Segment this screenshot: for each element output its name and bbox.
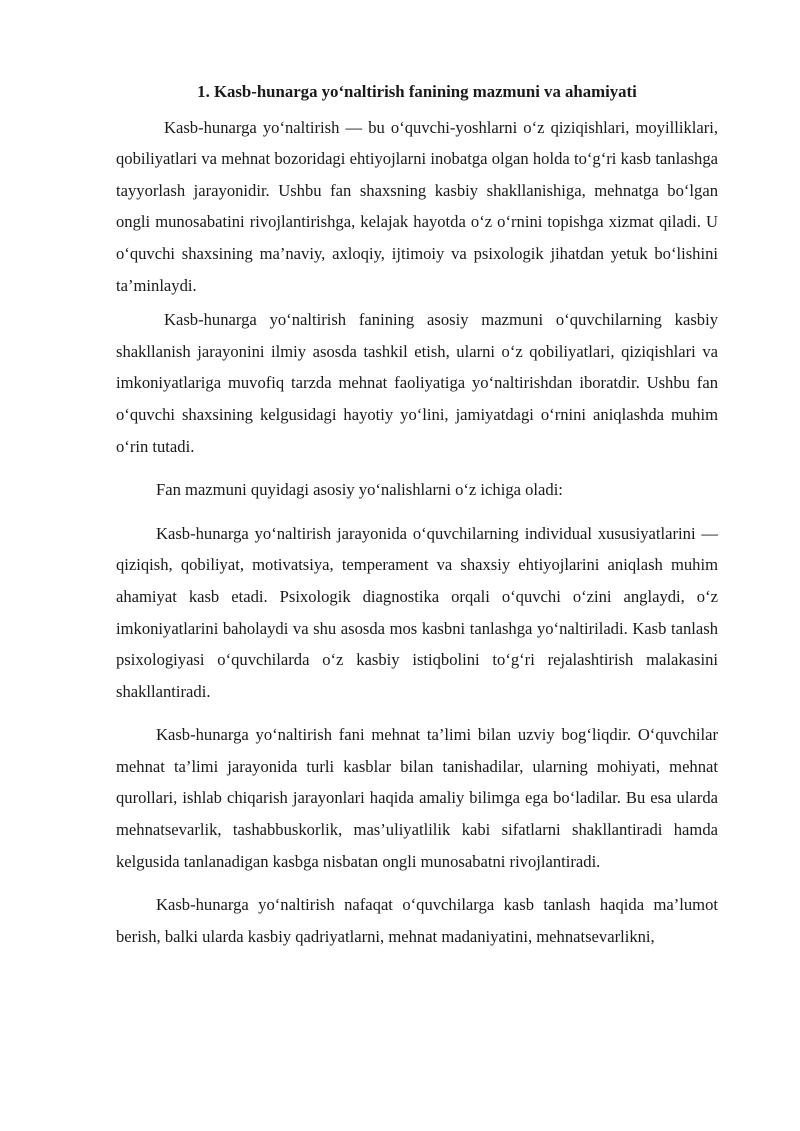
paragraph-individual-traits: Kasb-hunarga yo‘naltirish jarayonida o‘quvchilarning individual xususiyatlarini — qiziqish, qobiliyat, motivatsiya, temperament va shaxsiy ehtiyojlarini aniqlash muhim ahamiyat kasb etadi. Psixologik diagnostika orqali o‘quvchi o‘zini anglaydi, o‘z imkoniyatlarini baholaydi va shu asosda mos kasbni tanlashga yo‘naltiriladi. Kasb tanlash psixologiyasi o‘quvchilarda o‘z kasbiy istiqbolini to‘g‘ri rejalashtirish malakasini shakllantiradi. (116, 523, 718, 701)
paragraph-labor-education: Kasb-hunarga yo‘naltirish fani mehnat ta’limi bilan uzviy bog‘liqdir. O‘quvchilar mehnat ta’limi jarayonida turli kasblar bilan tanishadilar, ularning mohiyati, mehnat qurollari, ishlab chiqarish jarayonlari haqida amaliy bilimga ega bo‘ladilar. Bu esa ularda mehnatsevarlik, tashabbuskorlik, mas’uliyatlilik kabi sifatlarni shakllantiradi hamda kelgusida tanlanadigan kasbga nisbatan ongli munosabatni rivojlantiradi. (116, 725, 718, 871)
paragraph-values: Kasb-hunarga yo‘naltirish nafaqat o‘quvchilarga kasb tanlash haqida ma’lumot berish, balki ularda kasbiy qadriyatlarni, mehnat madaniyatini, mehnatsevarlikni, (116, 895, 718, 946)
paragraph-directions-intro: Fan mazmuni quyidagi asosiy yo‘nalishlarni o‘z ichiga oladi: (156, 480, 563, 500)
paragraph-main-content: Kasb-hunarga yo‘naltirish fanining asosiy mazmuni o‘quvchilarning kasbiy shakllanish jarayonini ilmiy asosda tashkil etish, ularni o‘z qobiliyatlari, qiziqishlari va imkoniyatlariga muvofiq tarzda mehnat faoliyatiga yo‘naltirishdan iboratdir. Ushbu fan o‘quvchi shaxsining kelgusidagi hayotiy yo‘lini, jamiyatdagi o‘rnini aniqlashda muhim o‘rin tutadi. (116, 310, 718, 456)
section-title: 1. Kasb-hunarga yo‘naltirish fanining mazmuni va ahamiyati (197, 82, 637, 101)
paragraph-definition: Kasb-hunarga yo‘naltirish — bu o‘quvchi-yoshlarni o‘z qiziqishlari, moyilliklari, qobiliyatlari va mehnat bozoridagi ehtiyojlarni inobatga olgan holda to‘g‘ri kasb tanlashga tayyorlash jarayonidir. Ushbu fan shaxsning kasbiy shakllanishiga, mehnatga bo‘lgan ongli munosabatini rivojlantirishga, kelajak hayotda o‘z o‘rnini topishga xizmat qiladi. U o‘quvchi shaxsining ma’naviy, axloqiy, ijtimoiy va psixologik jihatdan yetuk bo‘lishini ta’minlaydi. (116, 117, 718, 295)
